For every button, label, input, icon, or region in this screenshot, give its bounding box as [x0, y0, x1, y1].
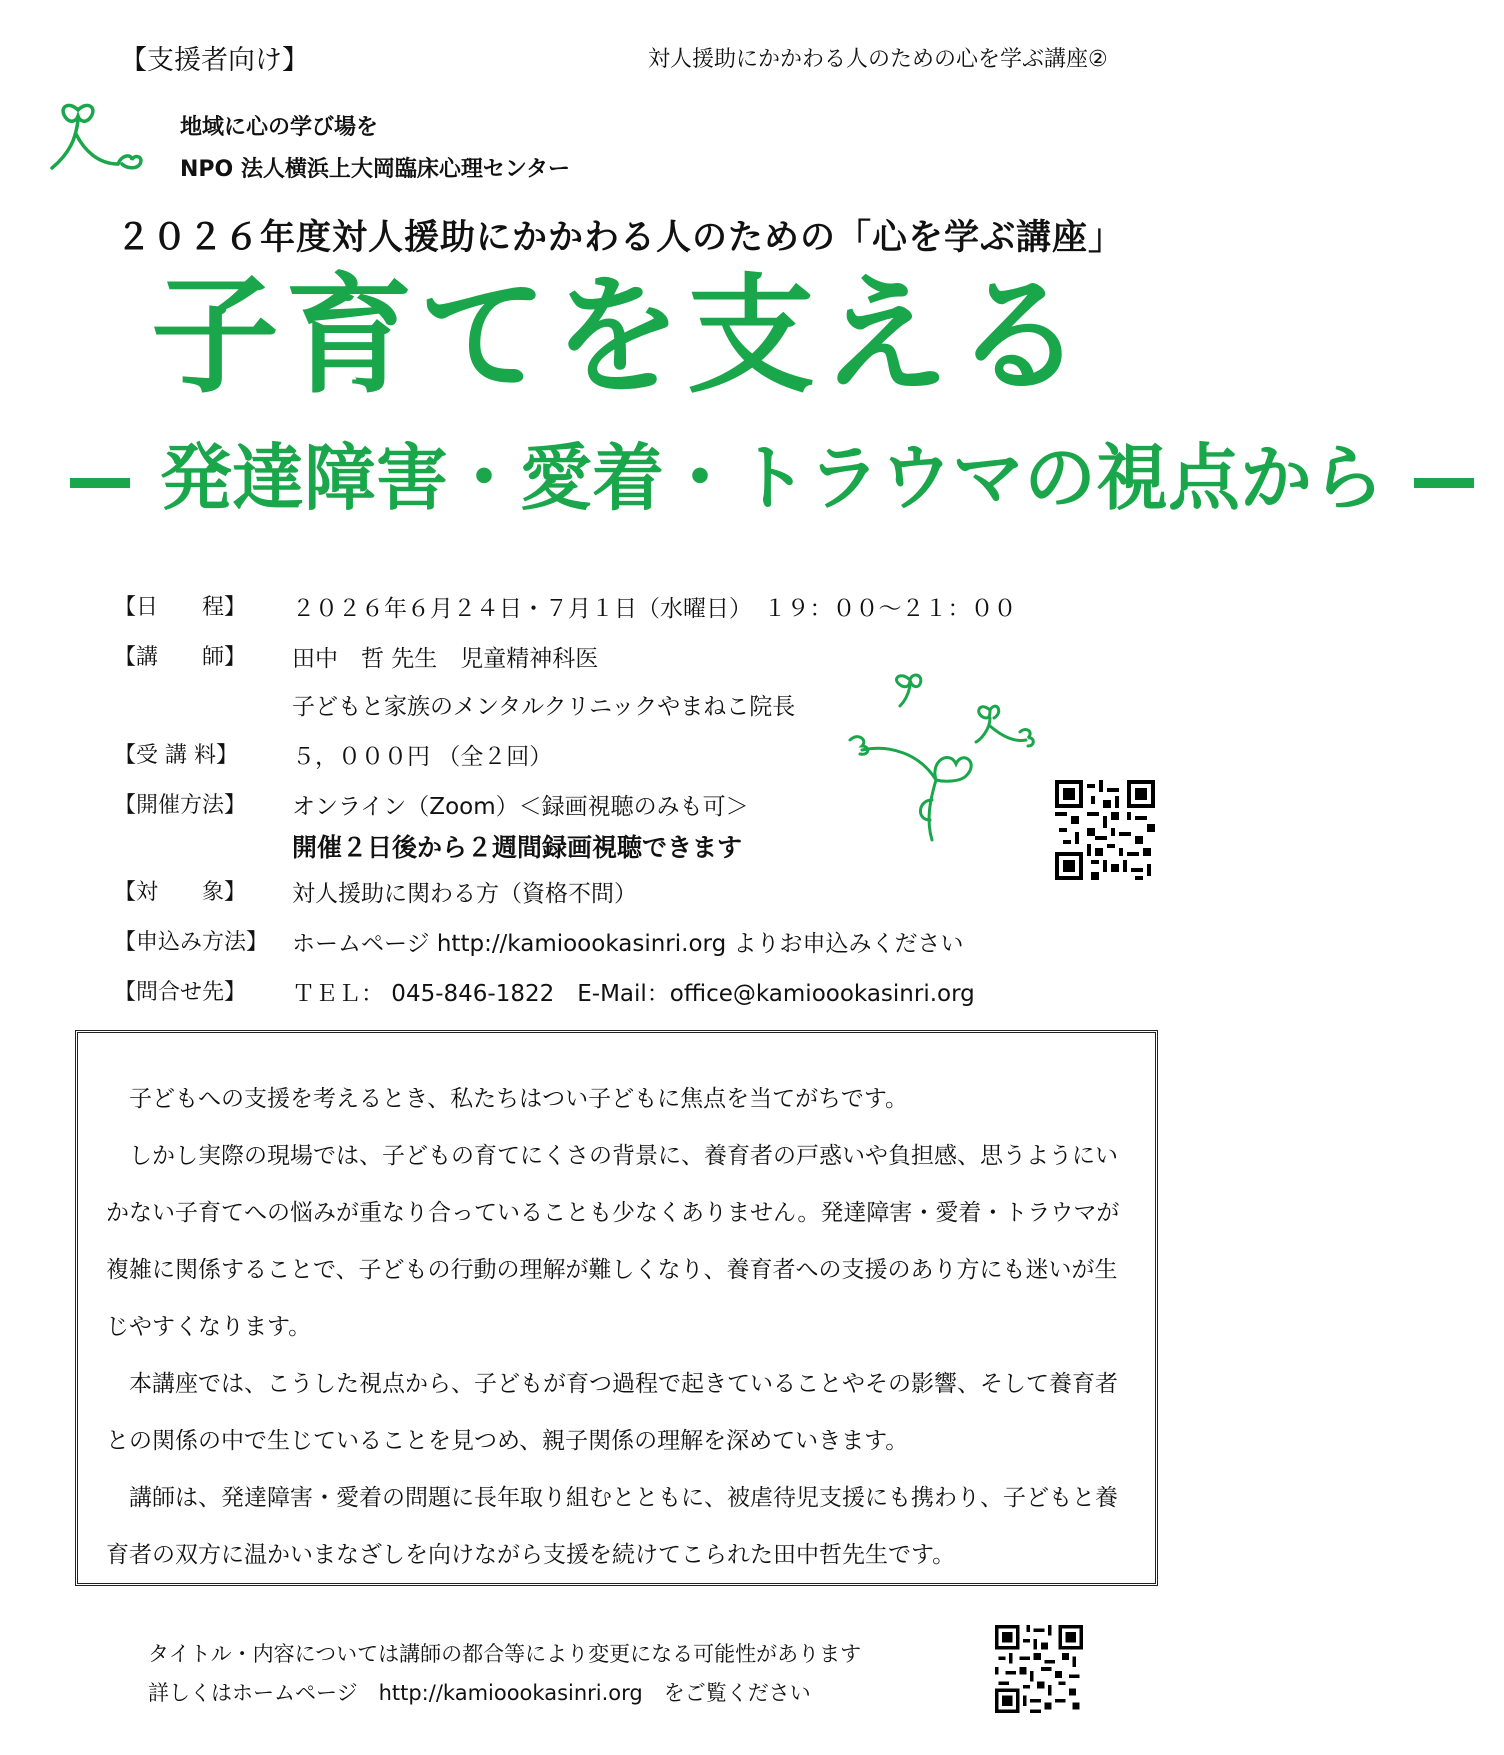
- value-schedule: ２０２６年６月２４日・７月１日（水曜日） １９：００〜２１：００: [292, 596, 1017, 622]
- description-paragraph: しかし実際の現場では、子どもの育てにくさの背景に、養育者の戸惑いや負担感、思うようにいかない子育てへの悩みが重なり合っていることも少なくありません。発達障害・愛着・トラウマが複雑に関係することで、子どもの行動の理解が難しくなり、養育者への支援のあり方にも迷いが生じやすくなります。: [106, 1143, 1120, 1340]
- description-box: [75, 1030, 1158, 1586]
- description-paragraph: 本講座では、こうした視点から、子どもが育つ過程で起きていることやその影響、そして養育者との関係の中で生じていることを見つめ、親子関係の理解を深めていきます。: [106, 1371, 1118, 1454]
- course-series-title: ２０２６年度対人援助にかかわる人のための「心を学ぶ講座」: [115, 218, 1124, 258]
- label-method: 【開催方法】: [114, 793, 247, 818]
- org-name: NPO 法人横浜上大岡臨床心理センター: [180, 157, 571, 182]
- homepage-notice: 詳しくはホームページ http://kamioookasinri.org をご覧ください: [148, 1681, 811, 1705]
- main-title: 子育てを支える: [150, 262, 1089, 411]
- label-application: 【申込み方法】: [114, 930, 269, 955]
- label-contact: 【問合せ先】: [114, 980, 247, 1005]
- value-fee: ５，０００円 （全２回）: [292, 744, 553, 770]
- label-fee: 【受 講 料】: [114, 743, 238, 768]
- sub-heading-text: 発達障害・愛着・トラウマの視点から: [160, 436, 1385, 520]
- value-contact: ＴＥＬ： 045-846-1822 E-Mail：office@kamioookasinri.org: [292, 981, 975, 1007]
- label-schedule: 【日 程】: [114, 595, 247, 620]
- dash-right: [1414, 478, 1474, 488]
- sprout-decoration-icon: [840, 670, 1060, 850]
- description-paragraph: 子どもへの支援を考えるとき、私たちはつい子どもに焦点を当てがちです。: [129, 1086, 909, 1112]
- value-method-recording: 開催２日後から２週間録画視聴できます: [292, 833, 743, 862]
- qr-code-icon: [1055, 780, 1155, 880]
- label-lecturer: 【講 師】: [114, 645, 247, 670]
- dash-left: [70, 478, 130, 488]
- change-notice: タイトル・内容については講師の都合等により変更になる可能性があります: [148, 1642, 862, 1666]
- value-method: オンライン（Zoom）＜録画視聴のみも可＞: [292, 794, 749, 820]
- description-paragraph: 講師は、発達障害・愛着の問題に長年取り組むとともに、被虐待児支援にも携わり、子どもと養育者の双方に温かいまなざしを向けながら支援を続けてこられた田中哲先生です。: [106, 1485, 1118, 1568]
- value-target: 対人援助に関わる方（資格不問）: [292, 881, 637, 907]
- value-application: ホームページ http://kamioookasinri.org よりお申込みください: [292, 931, 964, 957]
- org-tagline: 地域に心の学び場を: [180, 115, 379, 140]
- clover-logo-icon: [40, 98, 150, 188]
- label-target: 【対 象】: [114, 880, 247, 905]
- audience-tag: 【支援者向け】: [120, 45, 309, 76]
- sub-heading: [40, 428, 1385, 528]
- value-lecturer-affiliation: 子どもと家族のメンタルクリニックやまねこ院長: [292, 694, 796, 720]
- value-lecturer: 田中 哲 先生 児童精神科医: [292, 646, 599, 672]
- qr-code-icon: [995, 1625, 1083, 1713]
- series-label: 対人援助にかかわる人のための心を学ぶ講座②: [648, 47, 1108, 72]
